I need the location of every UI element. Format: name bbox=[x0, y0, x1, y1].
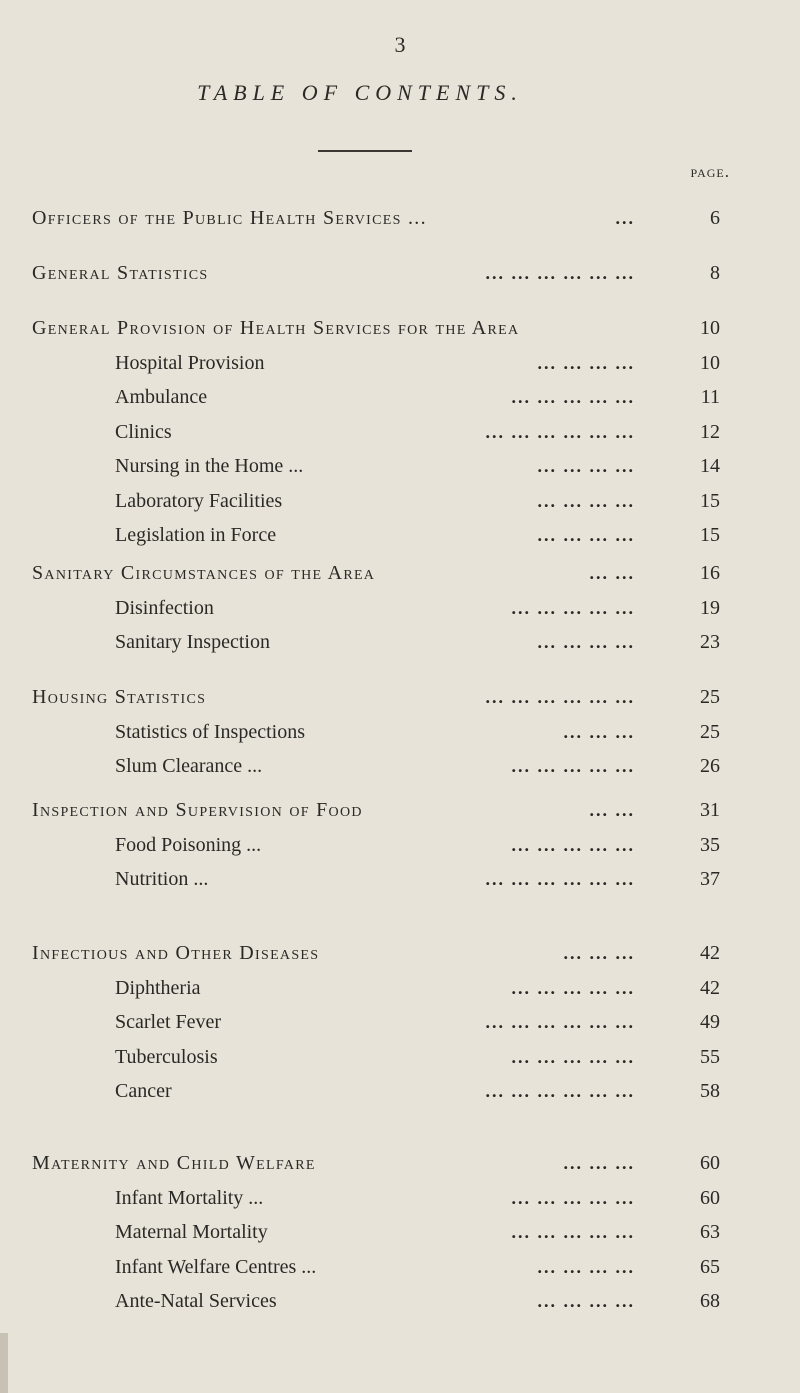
toc-section bbox=[0, 558, 800, 588]
page-ref: 26 bbox=[700, 755, 720, 777]
toc-entry bbox=[0, 627, 800, 657]
page-ref: 14 bbox=[700, 455, 720, 477]
toc-entry bbox=[0, 1042, 800, 1072]
section-title: Housing Statistics bbox=[32, 686, 207, 708]
section-title: Infectious and Other Diseases bbox=[32, 942, 320, 964]
entry-label: Nutrition ... bbox=[115, 868, 209, 890]
page-ref: 58 bbox=[700, 1080, 720, 1102]
page-ref: 15 bbox=[700, 524, 720, 546]
toc-entry bbox=[0, 717, 800, 747]
leader-dots: ... ... ... ... ... ... bbox=[485, 1081, 635, 1101]
toc-entry bbox=[0, 830, 800, 860]
toc-section bbox=[0, 795, 800, 825]
toc-section bbox=[0, 682, 800, 712]
page-ref: 15 bbox=[700, 489, 720, 512]
entry-label: Sanitary Inspection bbox=[115, 631, 270, 653]
leader-dots: ... ... ... ... ... ... bbox=[485, 263, 635, 283]
page-ref: 6 bbox=[710, 207, 720, 229]
page-ref: 49 bbox=[700, 1011, 720, 1033]
page-ref: 31 bbox=[700, 799, 720, 821]
leader-dots: ... ... ... ... bbox=[537, 632, 635, 652]
entry-label: Ante-Natal Services bbox=[115, 1290, 277, 1312]
page-ref: 23 bbox=[700, 631, 720, 653]
page-ref: 42 bbox=[700, 976, 720, 999]
page-ref: 42 bbox=[700, 942, 720, 964]
page-ref: 10 bbox=[700, 317, 720, 339]
toc-entry bbox=[0, 1007, 800, 1037]
leader-dots: ... ... ... ... bbox=[537, 456, 635, 476]
entry-label: Infant Mortality ... bbox=[115, 1186, 264, 1209]
toc-section bbox=[0, 203, 800, 233]
toc-entry bbox=[0, 520, 800, 550]
section-title: Maternity and Child Welfare bbox=[32, 1152, 316, 1174]
toc-section bbox=[0, 1148, 800, 1178]
page-ref: 19 bbox=[700, 596, 720, 619]
leader-dots: ... ... ... ... ... bbox=[511, 834, 635, 855]
page-number: 3 bbox=[394, 32, 406, 57]
leader-dots: ... ... ... ... ... ... bbox=[485, 687, 635, 707]
toc-entry bbox=[0, 348, 800, 378]
entry-label: Hospital Provision bbox=[115, 351, 265, 374]
entry-label: Ambulance bbox=[115, 386, 208, 408]
page-ref: 11 bbox=[700, 386, 720, 408]
page-ref: 60 bbox=[700, 1186, 720, 1209]
entry-label: Statistics of Inspections bbox=[115, 720, 305, 743]
section-title: General Statistics bbox=[32, 262, 209, 284]
leader-dots: ... ... ... ... bbox=[537, 1256, 635, 1277]
toc-entry bbox=[0, 1076, 800, 1106]
leader-dots: ... ... ... ... ... bbox=[511, 1187, 635, 1208]
leader-dots: ... ... ... ... ... bbox=[511, 756, 635, 776]
leader-dots: ... ... bbox=[589, 800, 635, 820]
page-ref: 60 bbox=[700, 1152, 720, 1174]
leader-dots: ... ... ... ... bbox=[537, 1291, 635, 1311]
toc-entry bbox=[0, 973, 800, 1003]
toc-section bbox=[0, 258, 800, 288]
leader-dots: ... ... ... ... ... ... bbox=[485, 1012, 635, 1032]
section-title: Inspection and Supervision of Food bbox=[32, 799, 363, 821]
page-ref: 63 bbox=[700, 1221, 720, 1243]
entry-label: Diphtheria bbox=[115, 976, 201, 999]
toc-entry bbox=[0, 1183, 800, 1213]
page-ref: 12 bbox=[700, 420, 720, 443]
entry-label: Slum Clearance ... bbox=[115, 755, 263, 777]
page-ref: 37 bbox=[700, 868, 720, 890]
toc-entry bbox=[0, 1286, 800, 1316]
section-title: Officers of the Public Health Services ... bbox=[32, 207, 427, 229]
page-ref: 25 bbox=[700, 720, 720, 743]
leader-dots: ... ... bbox=[589, 563, 635, 583]
leader-dots: ... ... ... bbox=[563, 721, 635, 742]
page-ref: 16 bbox=[700, 562, 720, 584]
toc-entry bbox=[0, 417, 800, 447]
entry-label: Food Poisoning ... bbox=[115, 833, 262, 856]
page-ref: 35 bbox=[700, 833, 720, 856]
page-column-header: page. bbox=[690, 162, 730, 181]
toc-entry bbox=[0, 1252, 800, 1282]
leader-dots: ... ... ... bbox=[563, 1153, 635, 1173]
leader-dots: ... ... ... bbox=[563, 943, 635, 963]
page-ref: 8 bbox=[710, 262, 720, 284]
leader-dots: ... ... ... ... bbox=[537, 525, 635, 545]
entry-label: Infant Welfare Centres ... bbox=[115, 1255, 317, 1278]
section-title: Sanitary Circumstances of the Area bbox=[32, 562, 376, 584]
page-ref: 25 bbox=[700, 686, 720, 708]
leader-dots: ... bbox=[615, 208, 635, 228]
toc-section bbox=[0, 313, 800, 343]
leader-dots: ... ... ... ... ... ... bbox=[485, 869, 635, 889]
entry-label: Tuberculosis bbox=[115, 1045, 218, 1068]
section-title: General Provision of Health Services for the Area bbox=[32, 317, 520, 339]
toc-entry bbox=[0, 382, 800, 412]
leader-dots: ... ... ... ... bbox=[537, 352, 635, 373]
entry-label: Maternal Mortality bbox=[115, 1221, 268, 1243]
page-ref: 10 bbox=[700, 351, 720, 374]
leader-dots: ... ... ... ... ... bbox=[511, 387, 635, 407]
leader-dots: ... ... ... ... ... bbox=[511, 1222, 635, 1242]
page-title: TABLE OF CONTENTS. bbox=[197, 80, 523, 105]
page-ref: 68 bbox=[700, 1290, 720, 1312]
toc-entry bbox=[0, 486, 800, 516]
leader-dots: ... ... ... ... ... ... bbox=[485, 421, 635, 442]
toc-entry bbox=[0, 593, 800, 623]
leader-dots: ... ... ... ... ... bbox=[511, 977, 635, 998]
toc-entry bbox=[0, 864, 800, 894]
leader-dots: ... ... ... ... bbox=[537, 490, 635, 511]
entry-label: Cancer bbox=[115, 1080, 172, 1102]
entry-label: Nursing in the Home ... bbox=[115, 455, 304, 477]
entry-label: Scarlet Fever bbox=[115, 1011, 222, 1033]
toc-entry bbox=[0, 1217, 800, 1247]
entry-label: Legislation in Force bbox=[115, 524, 277, 546]
page-ref: 65 bbox=[700, 1255, 720, 1278]
toc-entry bbox=[0, 751, 800, 781]
leader-dots: ... ... ... ... ... bbox=[511, 1046, 635, 1067]
page-ref: 55 bbox=[700, 1045, 720, 1068]
entry-label: Disinfection bbox=[115, 596, 214, 619]
toc-section bbox=[0, 938, 800, 968]
entry-label: Clinics bbox=[115, 420, 172, 443]
toc-entry bbox=[0, 451, 800, 481]
entry-label: Laboratory Facilities bbox=[115, 489, 283, 512]
leader-dots: ... ... ... ... ... bbox=[511, 597, 635, 618]
binding-mark bbox=[0, 1333, 8, 1393]
